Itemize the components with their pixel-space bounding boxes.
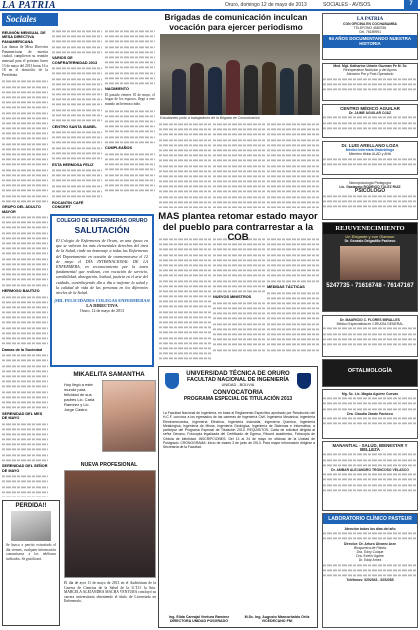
ad-rejuv-doctor: Dr. Gonzalo Delgadillo Pacheco [344,239,396,243]
ad-nutricion-spec: Retroperation Nutrición y del Ayuno [343,68,397,73]
brigadas-article-col1 [159,122,211,208]
ad-laboratorio [322,513,418,628]
newspaper-logo: LA PATRIA [2,0,57,11]
ad-lab-staff-3: Dr. Eddy Arnez [358,558,382,563]
ad-lab-staff-2: Dra. Evelin Ugarte [356,554,384,559]
ad-psico-area: Neuropsicología Pedagogía [349,181,391,185]
ad-psico-title: PSICÓLOGO [354,188,386,195]
col2-heading-4: ROCANTIN CAFÉ CONCERT [52,200,84,209]
ad-lab-hours: Atención todos los días del año [344,527,396,531]
graduation-caption: El día de ayer 11 de mayo de 2013 en el Auditórium de la Carrera de Ciencias de la Salud de la U.T.O. la Srta. MARCELA ALEJANDRA MACHA VENTURA concluyó su carrera universitaria obteniendo el título de Licenciada en Enfermería. [64,581,156,604]
colegio-felicidades: ¡MIL FELICIDADES COLEGAS ENFERMERAS! [53,298,151,304]
col1-heading-5: SERENIDAD DEL MES DE MAYO [2,411,43,421]
ad-nutricion-name: Med. Mgt. Katharine Uriarte Guzman Pe M. Sc [333,64,407,68]
colegio-body: El Colegio de Enfermeras de Oruro, en una época en que se valoran los más elementales derechos del área de la Salud, rinde un homenaje a todas las Enfermeras del Departamento en ocasión de conmemorarse el 12 de mayo el DÍA INTERNACIONAL DE LA ENFERMERA, en reconocimiento por la tarea fundamental que realizan, con vocación de servicio, sensibilidad, abnegación, lealtad, justicia en el arte del cuidado, contribuyendo día a día a mejorar la salud y la calidad de vida de las personas en los diferentes niveles de la Salud. [56,238,148,296]
col2-heading-5: CUMPLEAÑOS [105,146,133,151]
social-column-2 [52,29,102,211]
perdida-notice [2,500,60,626]
ad-rejuvenecimiento [322,222,418,312]
univ-convocatoria: CONVOCATORIA [212,389,264,396]
perdida-title: PERDIDA!! [15,503,47,509]
ad-lic-name-2: Dra. Claudia Zárate Pacheco [347,411,393,416]
univ-signature-1: Ing. Elida Carvajal Ventura Ramírez DIRECTORA UNIDAD POSGRADO [168,615,230,623]
headline-brigadas: Brigadas de comunicación inculcan vocación para ejercer periodismo [164,12,308,32]
ad-lab-staff-1: Dra. Edny Colque [356,549,384,554]
brigadas-photo [160,34,320,115]
ad-patria-slogan: 94 AÑOS DOCUMENTANDO NUESTRA HISTORIA [323,35,417,48]
brigadas-photo-caption: Estudiantes junto a trabajadores de la Brigada de Comunicación [160,116,260,120]
ad-medico-name: CENTRO MÉDICO AGUILAR [340,106,400,111]
ad-rejuv-photo [340,246,400,280]
colegio-enfermeras-ad [50,214,154,367]
headline-mas: MAS plantea retomar estado mayor del pueblo para contrarrestar a la COB [158,211,318,243]
ad-manantial-doctor: Dr. AMBAR ALEJANDRO TRONCOSO VELASCO [331,467,409,472]
ad-internista [322,141,418,175]
ad-rejuv-sub: Un Elegante y con Glamour [345,234,395,239]
ad-la-patria [322,13,418,60]
ad-manantial-title: MANANTIAL - SALUD, BIENESTAR Y BELLEZA [332,443,408,453]
univ-signature-2: M.Sc. Ing. Augusto Mancorbaldo Ortiz VICEDECANO FNI [244,615,310,623]
ad-centro-medico [322,104,418,138]
mas-heading-1: NUEVOS MINISTROS [213,295,252,300]
mas-article-col2 [213,237,265,365]
col1-heading-3: HERMOSO BAUTIZO [2,289,40,294]
col1-heading-1: REUNIÓN MENSUAL DE MESA DIRECTIVA PANAMERICANA [2,31,46,44]
col1-heading-4: Damas de la Sociedad [2,347,43,352]
brigadas-article-col2 [213,122,265,208]
ad-lab-title: LABORATORIO CLÍNICO PASTEUR [323,514,417,524]
graduation-photo [64,470,156,578]
mikaelita-text: Hoy llegó a este mundo para felicidad de sus padres Lic. Carla Ramírez y Lic. Jorge Castro. [64,382,95,412]
ad-patria-office: CON OFICINA EN COCHABAMBA [343,22,397,26]
ad-licenciada [322,389,418,439]
dateline: Oruro, domingo 12 de mayo de 2013 [225,2,307,8]
sociales-banner: Sociales [2,13,58,26]
ad-medico-doctor: Dr. JAIME AGUILAR OJAZ [348,111,392,116]
ad-flores-name: Dr. MAURICIO C. FLORES MIRALLES [340,318,400,322]
ad-oftalmologia [322,359,418,387]
colegio-title: COLEGIO DE ENFERMERAS ORURO [56,218,148,224]
faculty-shield-icon [297,373,311,389]
ad-loza-member: Miembro titular ALAD y AHA [348,152,392,157]
ad-loza-name: Dr. LUIS ARELLANO LOZA [341,143,399,148]
social-column-3 [105,29,155,211]
ad-nutricion [322,63,418,101]
ad-patria-cel: Cel. 76189991 [358,30,382,35]
mas-article-col1 [159,237,211,365]
ad-lab-phones: Teléfonos: 5252543 - 5252085 [346,578,394,583]
lost-pet-photo [11,511,51,541]
colegio-salutacion: SALUTACIÓN [74,225,130,235]
ad-cirugia [322,315,418,357]
col2-heading-1: VARIOS DE CONFRATERNIDAD 2013 [52,56,98,65]
universidad-convocatoria [158,366,318,628]
col2-heading-3: ESTA HERMOSA FELIZ [52,162,94,167]
univ-name: UNIVERSIDAD TÉCNICA DE ORURO [186,371,290,377]
mikaelita-title: MIKAELITA SAMANTHA [73,371,145,378]
ad-ocular-title: OFTALMOLOGÍA [347,368,393,374]
mikaelita-photo [102,380,156,452]
perdida-text: Se busca a perrito extraviado el día viernes, cualquier información comunicarse a los teléfonos indicados. Se gratificará. [6,543,56,561]
univ-faculty: FACULTAD NACIONAL DE INGENIERÍA [186,377,290,383]
ad-rejuv-title: REJUVENECIMIENTO [323,223,417,234]
mas-article-col3 [267,237,319,365]
col1-paragraph-1: Las damas de Mesa Directiva Panamericana de nuestra ciudad, cumplieron su reunión mensual para el próximo lunes 13 de mayo del 2013 horas 16 a 18 en el domicilio de la Presidenta. [2,45,48,77]
ad-patria-name: LA PATRIA [356,17,384,22]
page-header [0,0,420,11]
ad-psico-name: Lic. Gastaveto RODRIGO TOLEZ RUIZ [339,185,401,190]
colegio-date: Oruro, 12 de mayo de 2013 [80,308,124,314]
page-number: 7 [404,0,418,9]
brigadas-article-col3 [267,122,319,208]
ad-patria-phone: TELEFONO 4583756 [353,26,387,31]
ad-manantial [322,441,418,511]
ad-rejuv-phones: 5247735 - 71616748 - 76147167 [326,283,414,290]
nueva-profesional-title: NUEVA PROFESIONAL [80,462,138,468]
univ-program: PROGRAMA ESPECIAL DE TITULACIÓN 2013 [183,396,293,402]
university-shield-icon [165,373,179,389]
mas-heading-2: MEDIDAS TÁCTICAS [267,285,305,290]
ad-lab-bioq: Bioquímica de Planta [353,545,387,550]
univ-body: La Facultad Nacional de Ingeniería, en base al Reglamento Específico aprobado por Resolución del H.C.F. convoca a los egresados de las carreras de Ingeniería Civil, Ingeniería Mecánica, Ingeniería Electromecánica, Ingeniería Eléctrica, Ingeniería Industrial, Ingeniería Química, Ingeniería Metalúrgica, Ingeniería de Minas, Ingeniería Geológica, Ingeniería de Sistemas e Informática, a participar del Programa Especial de Titulación 2013. REQUISITOS: Carta de solicitud dirigida al señor Decano, Fotocopia legalizada del Certificado de Egreso, Récord académico, Fotocopia de Cédula de Identidad. INSCRIPCIONES: Del 13 al 24 de mayo en oficinas de la Unidad de Postgrado. CRONOGRAMA: Inicio de clases 3 de junio de 2013. Para mayor información dirigirse a Secretaría de la Facultad. [163,411,315,450]
ad-loza-spec: Médico Internista Diabetólogo [345,148,395,153]
ad-lab-director: Director: Dr. Arturo Álvarez Arze [344,541,396,546]
col1-heading-2: GRUPO DEL ADULTO MAYOR [2,205,41,214]
colegio-directiva: LA DIRECTIVA [86,303,118,309]
col3-paragraph-1: El pasado viernes 10 de mayo, el hogar de los esposos, llegó a este mundo un hermoso niño. [105,92,155,107]
ad-lic-name: Mg. Sc. Lic. Magda Aguirre Cuevas [341,392,399,396]
col2-heading-2: CENTRO SANTA ISABEL [52,124,97,129]
ad-nutricion-service: Atención Pre y Post Operatorio [346,72,394,77]
social-column-1 [2,29,48,497]
univ-location: UNIDAD - BOLIVIA [221,383,255,387]
col3-heading-1: NACIMIENTO [105,87,129,92]
ad-flores-spec: Médico Especialista en CIRUGÍA GENERAL [336,322,404,327]
section-tag: SOCIALES - AVISOS [323,2,371,8]
col1-heading-6: SERENIDAD DEL SEÑOR DE MAYO [2,464,48,473]
ad-psicologo [322,178,418,220]
